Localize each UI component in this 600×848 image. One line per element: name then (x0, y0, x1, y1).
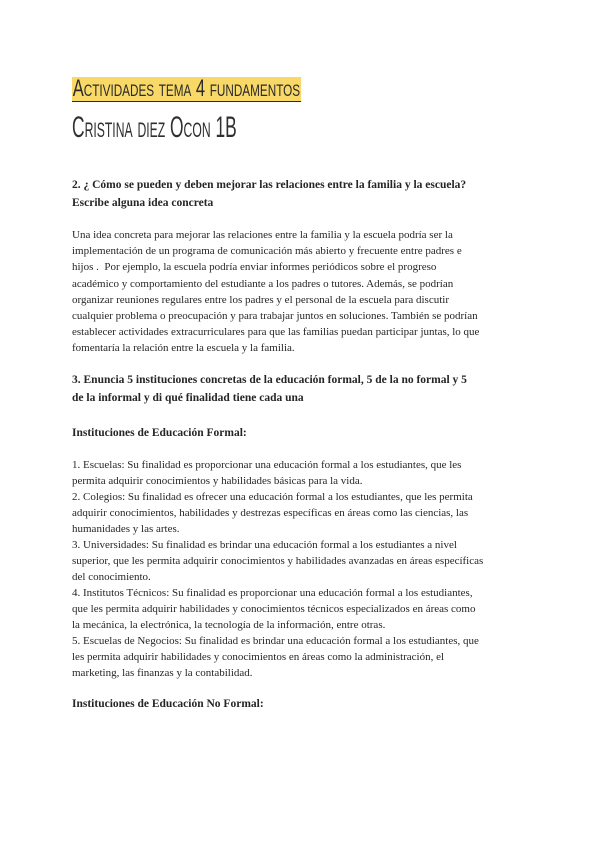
list-item-line: adquirir conocimientos, habilidades y destrezas específicas en áreas como las ciencias, las (72, 507, 469, 519)
list-item-line: 1. Escuelas: Su finalidad es proporcionar una educación formal a los estudiantes, que les (72, 459, 462, 471)
paragraph-line: organizar reuniones regulares entre los padres y el personal de la escuela para discutir (72, 293, 449, 306)
list-item (72, 585, 483, 633)
paragraph-line: fomentaría la relación entre la escuela y la familia. (72, 342, 295, 355)
list-item-line: del conocimiento. (72, 571, 151, 583)
paragraph-line: establecer actividades extracurriculares para que las familias puedan participar juntas, lo que (72, 326, 480, 339)
highlighted-title-text: Actividades tema 4 fundamentos (72, 75, 301, 102)
question-2-line: Escribe alguna idea concreta (72, 196, 214, 209)
paragraph-line: académico y comportamiento del estudiante a los padres o tutores. Además, se podrían (72, 277, 454, 290)
list-item-line: humanidades y las artes. (72, 523, 180, 535)
question-2-line: 2. ¿ Cómo se pueden y deben mejorar las relaciones entre la familia y la escuela? (72, 179, 467, 191)
list-item-line: marketing, las finanzas y la contabilidad. (72, 667, 253, 679)
list-item-line: superior, que les permita adquirir conocimientos y habilidades avanzadas en áreas específicas (72, 555, 484, 567)
document-title (72, 77, 404, 101)
paragraph-line: cualquier problema o preocupación y para trabajar juntos en soluciones. También se podrían (72, 310, 478, 323)
paragraph-line: Una idea concreta para mejorar las relaciones entre la familia y la escuela podría ser la (72, 229, 453, 241)
question-3-line: de la informal y di qué finalidad tiene cada una (72, 391, 304, 404)
non-formal-education-heading: Instituciones de Educación No Formal: (72, 698, 264, 710)
list-item (72, 489, 483, 537)
list-item-line: la mecánica, la electrónica, la tecnología de la información, entre otras. (72, 619, 386, 631)
list-item-line: 5. Escuelas de Negocios: Su finalidad es brindar una educación formal a los estudiantes, que (72, 635, 479, 647)
author-line: Cristina diez Ocon 1B (72, 111, 237, 144)
list-item (72, 633, 483, 681)
list-item-line: 3. Universidades: Su finalidad es brindar una educación formal a los estudiantes a nivel (72, 539, 457, 551)
list-item-line: que les permita adquirir habilidades y conocimientos técnicos especializados en áreas como (72, 603, 476, 615)
list-item-line: les permita adquirir habilidades y conocimientos en áreas como la administración, el (72, 651, 445, 663)
list-item (72, 537, 483, 585)
list-item-line: 4. Institutos Técnicos: Su finalidad es proporcionar una educación formal a los estudiantes, (72, 587, 473, 599)
list-item (72, 457, 483, 489)
question-3-line: 3. Enuncia 5 instituciones concretas de la educación formal, 5 de la no formal y 5 (72, 374, 467, 386)
formal-institutions-list (72, 457, 483, 681)
paragraph-line: hijos . Por ejemplo, la escuela podría enviar informes periódicos sobre el progreso (72, 261, 437, 274)
paragraph-line: implementación de un programa de comunicación más abierto y frecuente entre padres e (72, 245, 462, 258)
question-2-heading (72, 177, 466, 212)
formal-education-heading: Instituciones de Educación Formal: (72, 427, 247, 439)
list-item-line: permita adquirir conocimientos y habilidades básicas para la vida. (72, 475, 363, 487)
answer-2-paragraph (72, 227, 479, 357)
question-3-heading (72, 372, 467, 407)
list-item-line: 2. Colegios: Su finalidad es ofrecer una educación formal a los estudiantes, que les permita (72, 491, 473, 503)
